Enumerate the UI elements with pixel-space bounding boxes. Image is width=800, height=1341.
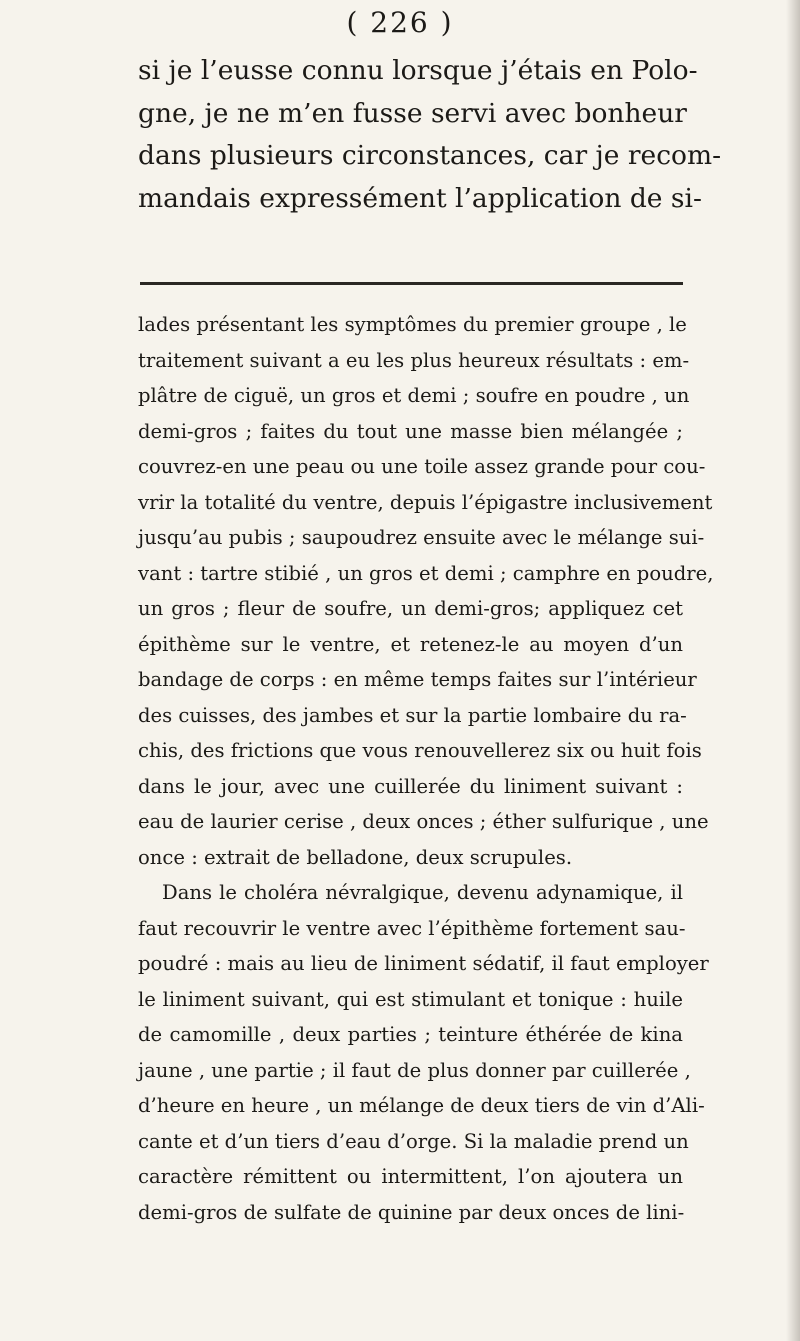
footnote-line: Dans le choléra névralgique, devenu adynamique, il: [162, 881, 683, 904]
footnote-line: lades présentant les symptômes du premier groupe , le: [138, 313, 687, 336]
footnote-line: vrir la totalité du ventre, depuis l’épigastre inclusivement: [138, 490, 713, 514]
footnote-line: demi-gros ; faites du tout une masse bien mélangée ;: [138, 419, 683, 443]
text-line: dans plusieurs circonstances, car je recom-: [138, 140, 722, 171]
footnote-line: le liniment suivant, qui est stimulant et tonique : huile: [138, 987, 683, 1011]
footnote-line: vant : tartre stibié , un gros et demi ; camphre en poudre,: [138, 561, 714, 585]
page-number: ( 226 ): [346, 6, 454, 39]
footnote-line: un gros ; fleur de soufre, un demi-gros; appliquez cet: [138, 597, 683, 620]
footnote-line: chis, des frictions que vous renouvellerez six ou huit fois: [138, 739, 702, 762]
text-line: si je l’eusse connu lorsque j’étais en Polo-: [138, 55, 698, 86]
footnote-line: faut recouvrir le ventre avec l’épithème fortement sau-: [138, 916, 686, 940]
footnote-line: plâtre de ciguë, un gros et demi ; soufre en poudre , un: [138, 384, 690, 407]
footnote-line: jusqu’au pubis ; saupoudrez ensuite avec le mélange sui-: [138, 526, 705, 549]
footnote-line: eau de laurier cerise , deux onces ; éther sulfurique , une: [138, 810, 709, 833]
footnote-line: jaune , une partie ; il faut de plus donner par cuillerée ,: [138, 1058, 691, 1082]
text-line: mandais expressément l’application de si-: [138, 182, 702, 214]
footnote-line: traitement suivant a eu les plus heureux résultats : em-: [138, 348, 690, 372]
footnote-line: demi-gros de sulfate de quinine par deux onces de lini-: [138, 1200, 685, 1224]
main-text: [138, 50, 722, 220]
footnote-line: once : extrait de belladone, deux scrupules.: [138, 845, 573, 869]
footnote-line: dans le jour, avec une cuillerée du liniment suivant :: [138, 774, 683, 798]
footnote-line: poudré : mais au lieu de liniment sédatif, il faut employer: [138, 952, 709, 975]
footnote-text: [138, 307, 714, 1230]
footnote-divider: [140, 282, 683, 285]
footnote-line: des cuisses, des jambes et sur la partie lombaire du ra-: [138, 703, 687, 727]
page-edge-shadow: [786, 0, 800, 1341]
footnote-line: épithème sur le ventre, et retenez-le au moyen d’un: [138, 632, 683, 656]
footnote-line: cante et d’un tiers d’eau d’orge. Si la maladie prend un: [138, 1129, 689, 1153]
footnote-line: caractère rémittent ou intermittent, l’on ajoutera un: [138, 1165, 683, 1188]
footnote-line: couvrez-en une peau ou une toile assez grande pour cou-: [138, 455, 706, 478]
footnote-line: d’heure en heure , un mélange de deux tiers de vin d’Ali-: [138, 1094, 705, 1117]
text-line: gne, je ne m’en fusse servi avec bonheur: [138, 97, 687, 129]
footnote-line: de camomille , deux parties ; teinture éthérée de kina: [138, 1023, 683, 1046]
footnote-line: bandage de corps : en même temps faites sur l’intérieur: [138, 668, 697, 691]
